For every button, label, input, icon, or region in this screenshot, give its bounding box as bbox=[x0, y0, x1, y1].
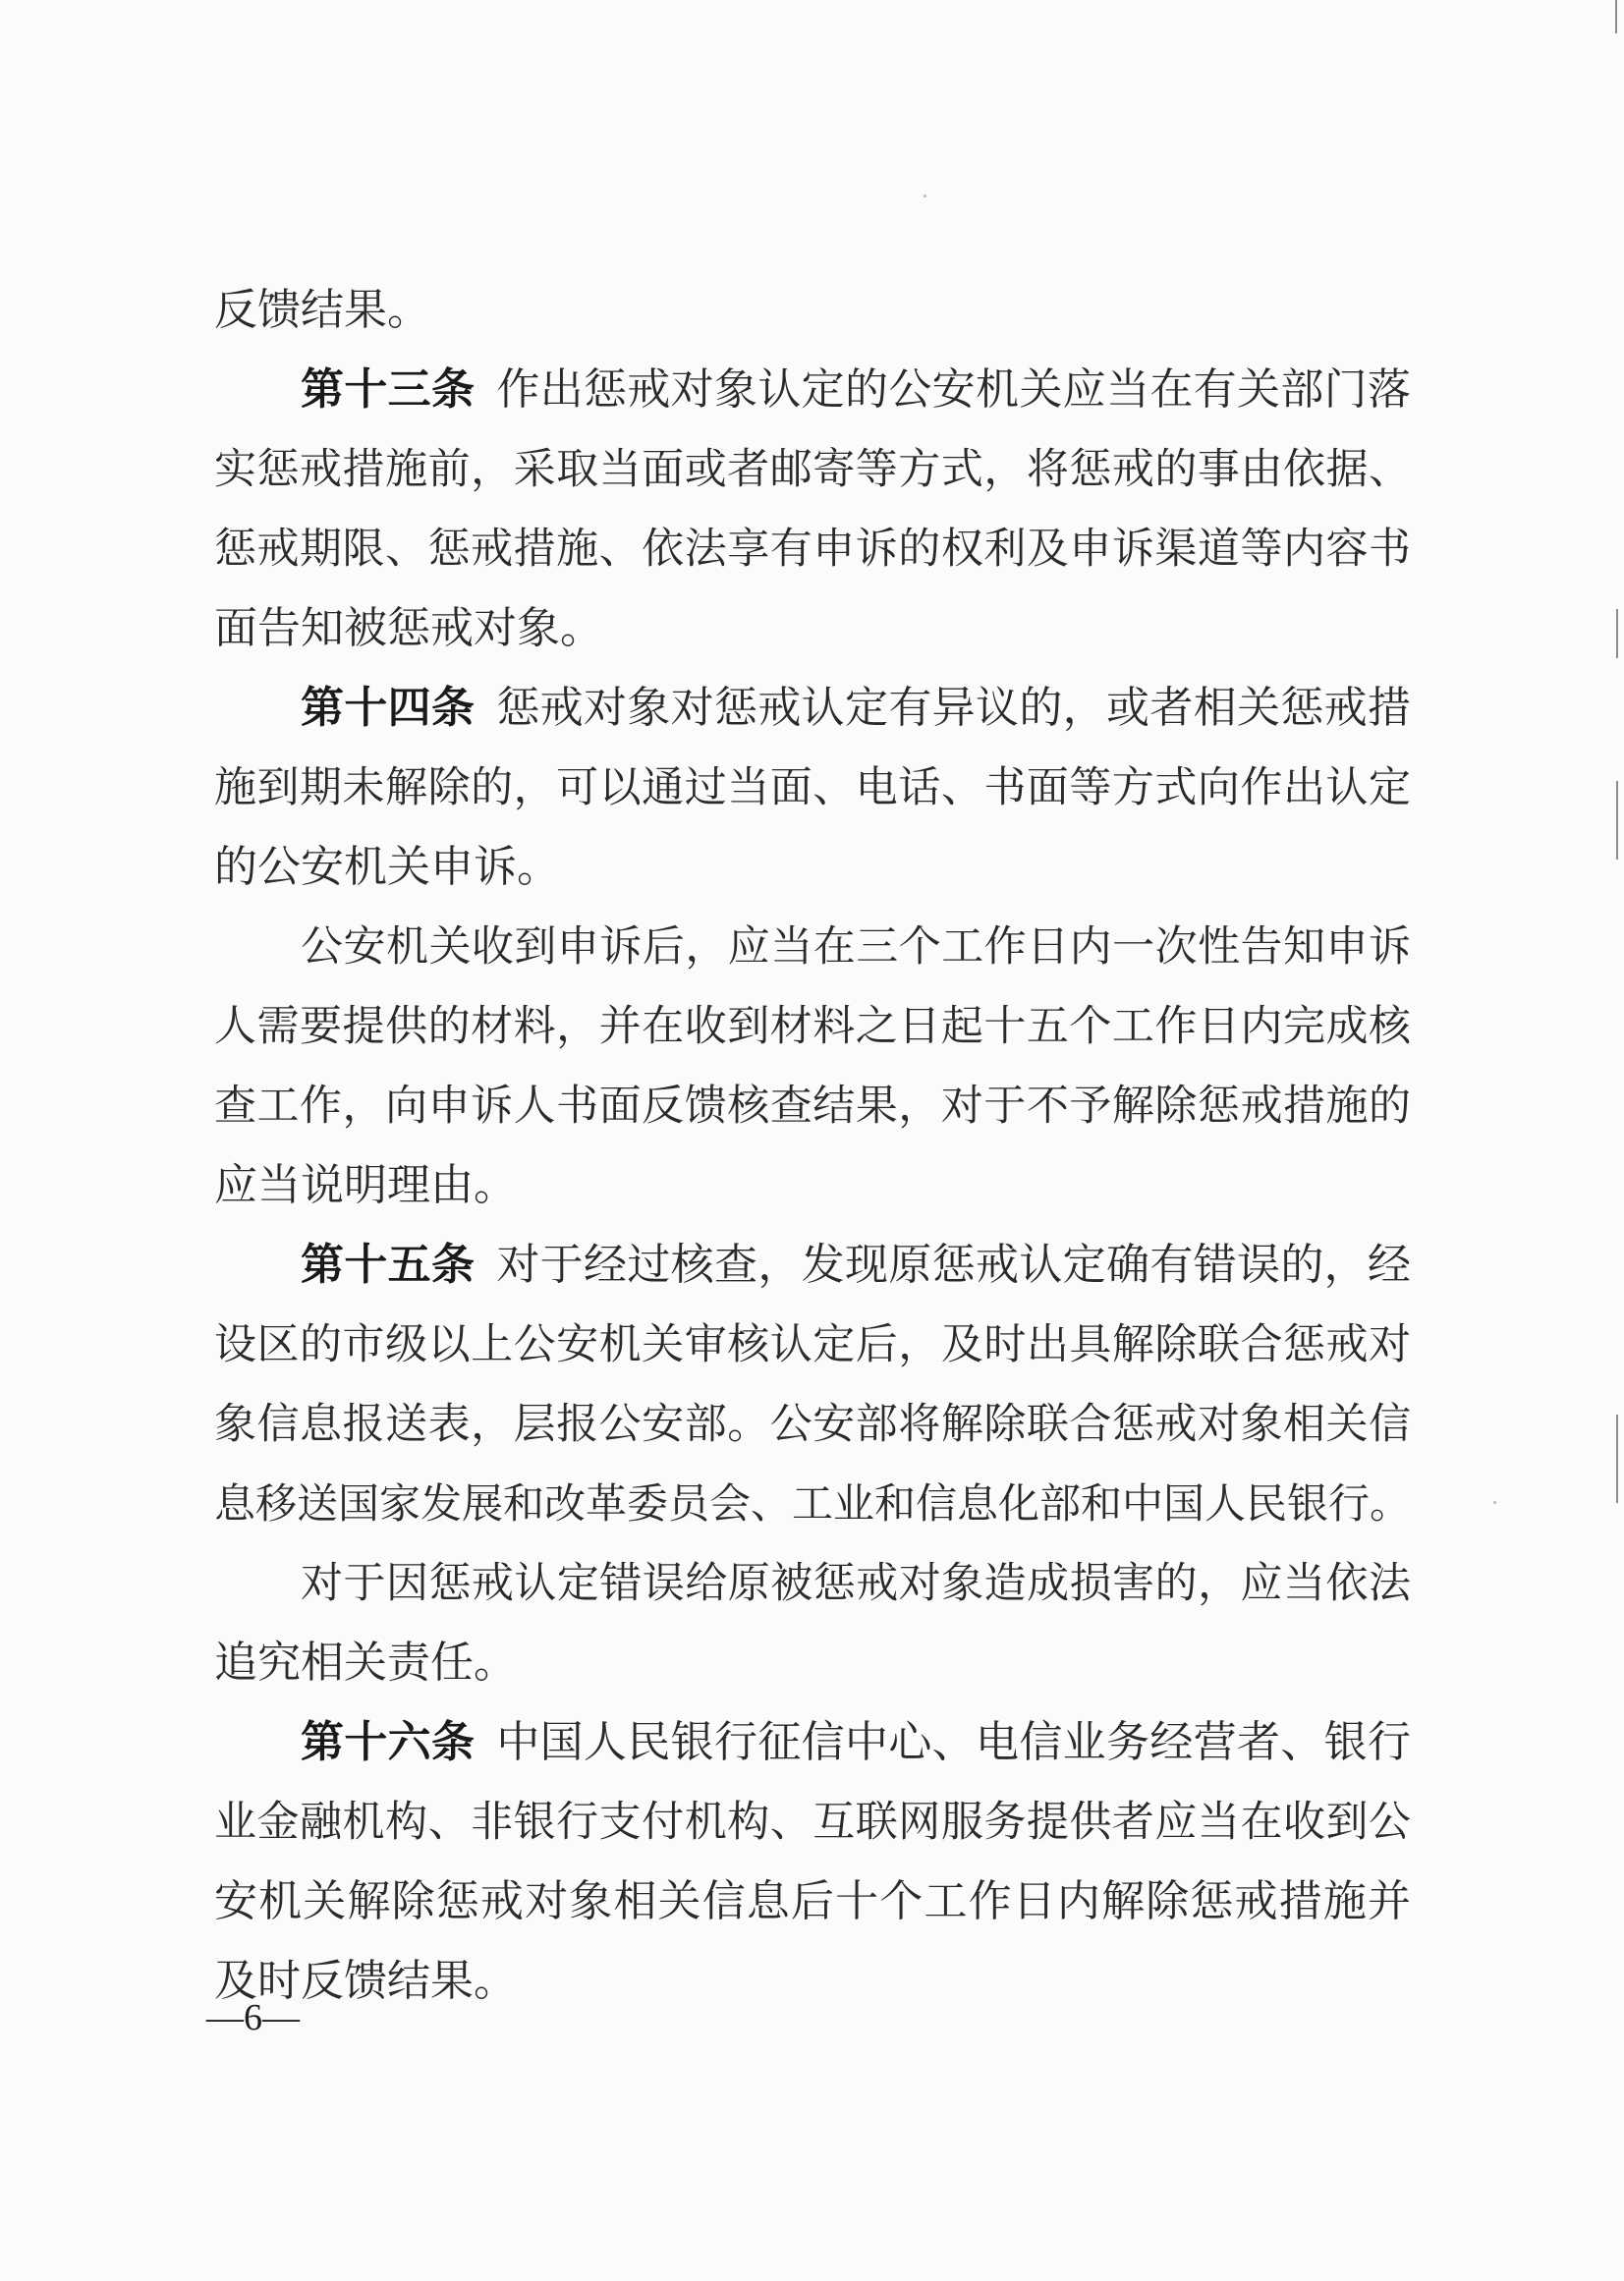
text-line bbox=[214, 1150, 1411, 1221]
line-text: 施到期未解除的，可以通过当面、电话、书面等方式向作出认定 bbox=[214, 763, 1411, 812]
article-13-heading: 第十三条 bbox=[301, 364, 476, 415]
text-line bbox=[214, 275, 1411, 346]
text-line bbox=[214, 752, 1411, 823]
line-text: 实惩戒措施前，采取当面或者邮寄等方式，将惩戒的事由依据、 bbox=[214, 445, 1411, 494]
scan-edge-mark bbox=[1616, 1415, 1618, 1503]
line-text: 安机关解除惩戒对象相关信息后十个工作日内解除惩戒措施并 bbox=[214, 1876, 1411, 1926]
scan-edge-mark bbox=[1616, 609, 1618, 658]
scan-edge-mark bbox=[1615, 0, 1617, 33]
text-line bbox=[214, 434, 1411, 505]
text-line bbox=[214, 1946, 1411, 2017]
line-text: 对于经过核查，发现原惩戒认定确有错误的，经 bbox=[496, 1240, 1412, 1290]
text-line bbox=[214, 832, 1411, 903]
line-text: 设区的市级以上公安机关审核认定后，及时出具解除联合惩戒对 bbox=[214, 1320, 1411, 1369]
line-text: 公安机关收到申诉后，应当在三个工作日内一次性告知申诉 bbox=[301, 922, 1411, 972]
article-15-first-line bbox=[301, 1230, 1411, 1301]
line-text: 中国人民银行征信中心、电信业务经营者、银行 bbox=[496, 1717, 1412, 1767]
line-text: 追究相关责任。 bbox=[214, 1638, 517, 1688]
line-text: 应当说明理由。 bbox=[214, 1160, 517, 1210]
text-line bbox=[214, 1309, 1411, 1380]
text-line bbox=[214, 1071, 1411, 1141]
article-16-first-line bbox=[301, 1707, 1411, 1778]
text-line bbox=[214, 1469, 1411, 1539]
paragraph-first-line bbox=[301, 912, 1411, 982]
line-text: 业金融机构、非银行支付机构、互联网服务提供者应当在收到公 bbox=[214, 1798, 1411, 1847]
scan-edge-mark bbox=[1616, 781, 1618, 860]
text-line bbox=[214, 514, 1411, 584]
line-text: 的公安机关申诉。 bbox=[214, 842, 560, 892]
article-13-first-line bbox=[301, 355, 1411, 425]
page-number: —6— bbox=[206, 1997, 300, 2038]
text-line bbox=[214, 1389, 1411, 1460]
line-text: 息移送国家发展和改革委员会、工业和信息化部和中国人民银行。 bbox=[214, 1479, 1412, 1528]
text-line bbox=[214, 593, 1411, 664]
line-text: 惩戒期限、惩戒措施、依法享有申诉的权利及申诉渠道等内容书 bbox=[214, 525, 1411, 574]
article-14-heading: 第十四条 bbox=[301, 683, 476, 733]
line-text: 反馈结果。 bbox=[214, 285, 430, 335]
line-text: 象信息报送表，层报公安部。公安部将解除联合惩戒对象相关信 bbox=[214, 1400, 1411, 1449]
scan-speck bbox=[1493, 1501, 1496, 1504]
scan-speck bbox=[924, 195, 926, 197]
text-line bbox=[214, 1866, 1411, 1937]
article-16-heading: 第十六条 bbox=[301, 1717, 476, 1767]
line-text: 面告知被惩戒对象。 bbox=[214, 603, 603, 653]
paragraph-first-line bbox=[301, 1548, 1411, 1619]
line-text: 查工作，向申诉人书面反馈核查结果，对于不予解除惩戒措施的 bbox=[214, 1082, 1411, 1131]
line-text: 人需要提供的材料，并在收到材料之日起十五个工作日内完成核 bbox=[214, 1002, 1411, 1051]
text-line bbox=[214, 991, 1411, 1062]
text-line bbox=[214, 1628, 1411, 1698]
article-15-heading: 第十五条 bbox=[301, 1240, 476, 1290]
line-text: 惩戒对象对惩戒认定有异议的，或者相关惩戒措 bbox=[496, 683, 1412, 733]
line-text: 及时反馈结果。 bbox=[214, 1956, 517, 2006]
line-text: 作出惩戒对象认定的公安机关应当在有关部门落 bbox=[496, 364, 1412, 415]
line-text: 对于因惩戒认定错误给原被惩戒对象造成损害的，应当依法 bbox=[301, 1559, 1411, 1608]
text-line bbox=[214, 1787, 1411, 1858]
article-14-first-line bbox=[301, 673, 1411, 744]
